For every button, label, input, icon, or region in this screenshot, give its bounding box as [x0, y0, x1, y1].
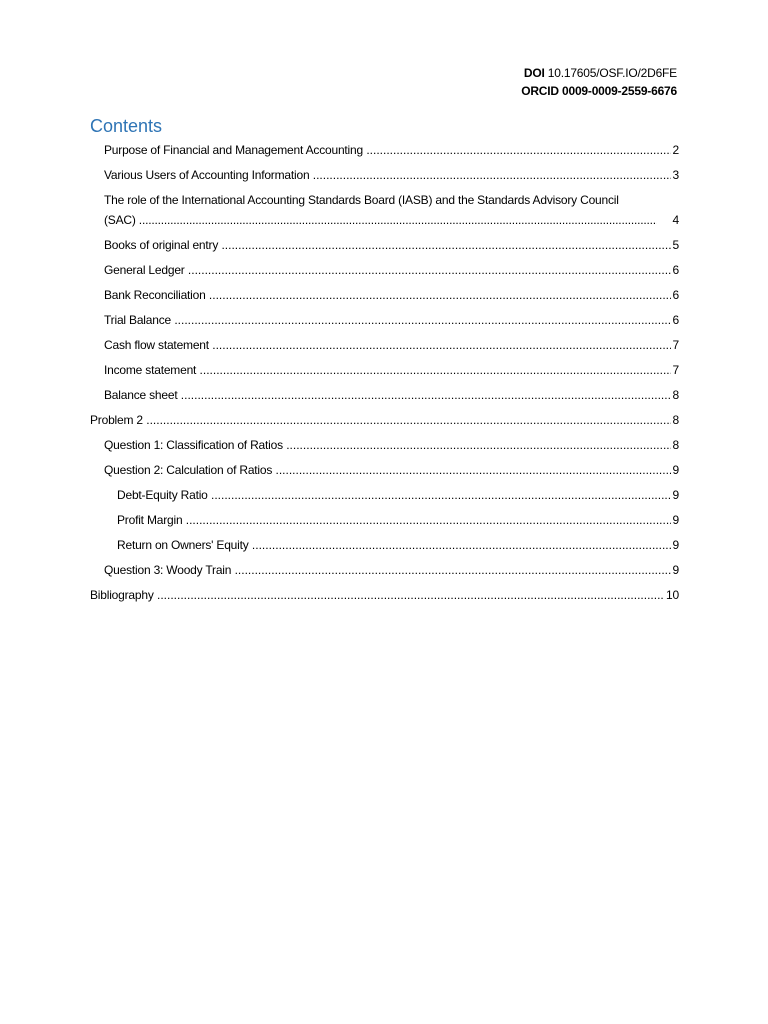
orcid-line — [521, 82, 677, 100]
doi-label: DOI — [523, 66, 545, 80]
toc-entry-label: Books of original entry ..... — [104, 235, 679, 255]
toc-entry-income[interactable] — [90, 360, 679, 380]
toc-entry-page: 9 — [671, 535, 679, 555]
toc-entry-page: 6 — [671, 285, 679, 305]
doi-line — [521, 64, 677, 82]
toc-entry-page: 6 — [671, 310, 679, 330]
toc-entry-page: 2 — [671, 140, 679, 160]
toc-entry-iasb[interactable] — [90, 190, 679, 230]
toc-entry-label: The role of the International Accounting Standards Board (IASB) and the Standards Advisory Council — [104, 193, 619, 207]
toc-entry-page: 3 — [671, 165, 679, 185]
toc-entry-question-2[interactable] — [90, 460, 679, 480]
toc-entry-bibliography[interactable] — [90, 585, 679, 605]
toc-entry-label: General Ledger ..... — [104, 260, 679, 280]
orcid-value[interactable]: 0009-0009-2559-6676 — [562, 84, 677, 98]
toc-entry-balance-sheet[interactable] — [90, 385, 679, 405]
toc-entry-purpose[interactable] — [90, 140, 679, 160]
toc-entry-bank-rec[interactable] — [90, 285, 679, 305]
orcid-label: ORCID — [521, 84, 559, 98]
toc-entry-page: 9 — [671, 485, 679, 505]
toc-entry-page: 9 — [671, 560, 679, 580]
toc-entry-profit-margin[interactable] — [90, 510, 679, 530]
toc-entry-debt-equity[interactable] — [90, 485, 679, 505]
toc-entry-label: Problem 2 ..... — [90, 410, 679, 430]
toc-entry-label: Balance sheet ..... — [104, 385, 679, 405]
toc-entry-label: Debt-Equity Ratio ..... — [117, 485, 679, 505]
toc-entry-question-3[interactable] — [90, 560, 679, 580]
toc-entry-trial-balance[interactable] — [90, 310, 679, 330]
toc-entry-cash-flow[interactable] — [90, 335, 679, 355]
toc-entry-page: 8 — [671, 435, 679, 455]
toc-entry-label: Question 3: Woody Train ..... — [104, 560, 679, 580]
toc-entry-roe[interactable] — [90, 535, 679, 555]
toc-entry-page: 5 — [671, 235, 679, 255]
toc-entry-label: Profit Margin ..... — [117, 510, 679, 530]
toc-entry-label: Income statement ..... — [104, 360, 679, 380]
toc-entry-question-1[interactable] — [90, 435, 679, 455]
toc-entry-label: Various Users of Accounting Information ..... — [104, 165, 679, 185]
toc-entry-page: 4 — [671, 210, 679, 230]
toc-entry-label-cont: (SAC) ..... — [104, 210, 657, 230]
toc-entry-problem-2[interactable] — [90, 410, 679, 430]
toc-entry-ledger[interactable] — [90, 260, 679, 280]
toc-entry-label: Purpose of Financial and Management Accounting ..... — [104, 140, 679, 160]
table-of-contents — [90, 140, 679, 610]
toc-entry-label: Question 1: Classification of Ratios ..... — [104, 435, 679, 455]
toc-entry-page: 8 — [671, 410, 679, 430]
toc-entry-label: Bibliography ..... — [90, 585, 679, 605]
toc-entry-page: 8 — [671, 385, 679, 405]
toc-entry-label-wrapper — [104, 190, 679, 230]
toc-entry-users[interactable] — [90, 165, 679, 185]
toc-entry-label: Bank Reconciliation ..... — [104, 285, 679, 305]
doi-value[interactable]: 10.17605/OSF.IO/2D6FE — [547, 66, 677, 80]
toc-title: Contents — [90, 116, 163, 136]
toc-entry-page: 6 — [671, 260, 679, 280]
toc-entry-page: 9 — [671, 510, 679, 530]
toc-entry-books[interactable] — [90, 235, 679, 255]
toc-entry-label: Question 2: Calculation of Ratios ..... — [104, 460, 679, 480]
toc-entry-page: 7 — [671, 335, 679, 355]
identifier-header — [521, 64, 677, 100]
toc-entry-label: Trial Balance ..... — [104, 310, 679, 330]
toc-entry-page: 7 — [671, 360, 679, 380]
toc-entry-page: 9 — [671, 460, 679, 480]
toc-entry-page: 10 — [664, 585, 679, 605]
toc-entry-label: Cash flow statement ..... — [104, 335, 679, 355]
toc-entry-label: Return on Owners' Equity ..... — [117, 535, 679, 555]
